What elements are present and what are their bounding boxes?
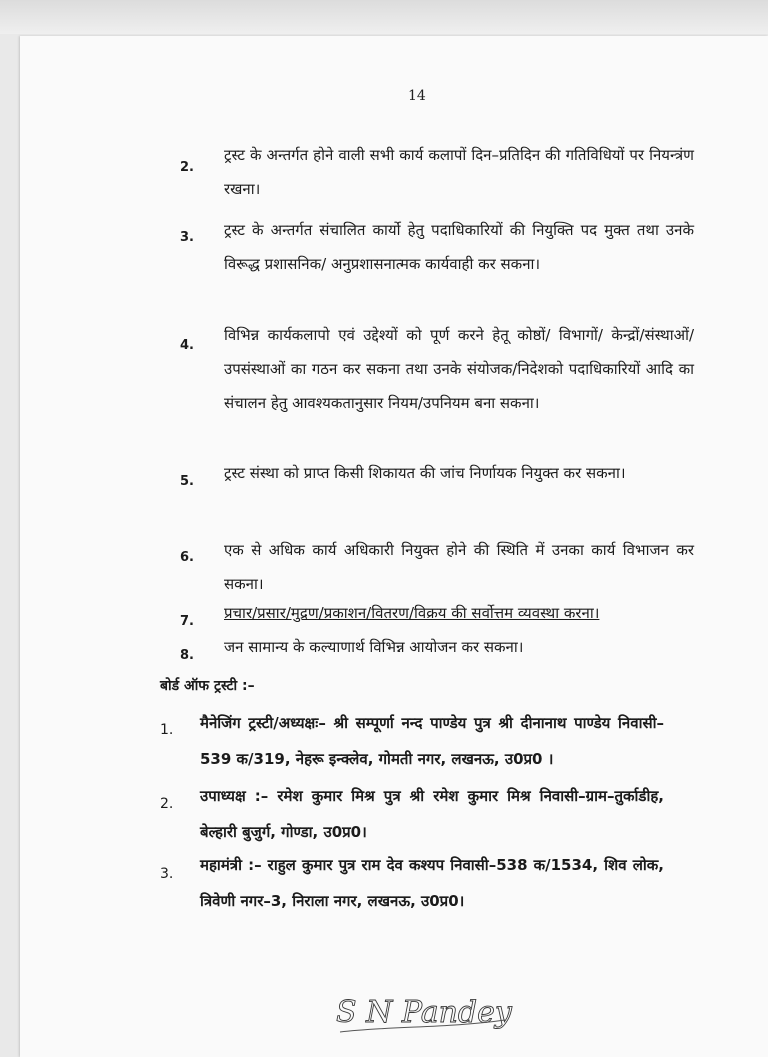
trustee-number: 3. xyxy=(160,866,174,882)
trustee-number: 1. xyxy=(160,722,174,738)
item-number: 3. xyxy=(180,230,194,245)
section-heading: बोर्ड ऑफ ट्रस्टी :– xyxy=(160,678,255,694)
trustee-number: 2. xyxy=(160,796,174,812)
item-text: ट्रस्ट के अन्तर्गत होने वाली सभी कार्य कलापों दिन–प्रतिदिन की गतिविधियों पर नियन्त्रंण रखना। xyxy=(224,146,694,198)
trustee-text: मैनेजिंग ट्रस्टी/अध्यक्षः– श्री सम्पूर्णा नन्द पाण्डेय पुत्र श्री दीनानाथ पाण्डेय निवासी–539 क/319, नेहरू इन्क्लेव, गोमती नगर, लखनऊ, उ0प्र0 । xyxy=(200,714,664,768)
item-number: 8. xyxy=(180,648,194,663)
item-text: प्रचार/प्रसार/मुद्रण/प्रकाशन/वितरण/विक्रय की सर्वोत्तम व्यवस्था करना। xyxy=(224,604,600,622)
item-text: विभिन्न कार्यकलापो एवं उद्देश्यों को पूर्ण करने हेतू कोष्ठों/ विभागों/ केन्द्रों/संस्थाओं/उपसंस्थाओं का गठन कर सकना तथा उनके संयोजक/निदेशको पदाधिकारियों आदि का संचालन हेतु आवश्यकतानुसार नियम/उपनियम बना सकना। xyxy=(224,326,694,412)
item-text: ट्रस्ट के अन्तर्गत संचालित कार्यो हेतु पदाधिकारियों की नियुक्ति पद मुक्त तथा उनके विरूद्ध प्रशासनिक/ अनुप्रशासनात्मक कार्यवाही कर सकना। xyxy=(224,221,694,273)
handwritten-signature xyxy=(330,982,530,1042)
trustee-text: उपाध्यक्ष :– रमेश कुमार मिश्र पुत्र श्री रमेश कुमार मिश्र निवासी–ग्राम–तुर्काडीह, बेल्हारी बुजुर्ग, गोण्डा, उ0प्र0। xyxy=(200,787,664,841)
item-text: एक से अधिक कार्य अधिकारी नियुक्त होने की स्थिति में उनका कार्य विभाजन कर सकना। xyxy=(224,541,694,593)
trustee-text: महामंत्री :– राहुल कुमार पुत्र राम देव कश्यप निवासी–538 क/1534, शिव लोक, त्रिवेणी नगर–3, निराला नगर, लखनऊ, उ0प्र0। xyxy=(200,856,664,910)
item-number: 4. xyxy=(180,338,194,353)
item-number: 6. xyxy=(180,550,194,565)
item-number: 2. xyxy=(180,160,194,175)
item-number: 5. xyxy=(180,474,194,489)
item-text: जन सामान्य के कल्याणार्थ विभिन्न आयोजन कर सकना। xyxy=(224,638,524,656)
signature-strokes: S N Pandey xyxy=(336,995,512,1030)
scan-edge xyxy=(0,0,768,34)
page-number: 14 xyxy=(408,88,426,104)
item-number: 7. xyxy=(180,614,194,629)
item-text: ट्रस्ट संस्था को प्राप्त किसी शिकायत की जांच निर्णायक नियुक्त कर सकना। xyxy=(224,464,626,482)
